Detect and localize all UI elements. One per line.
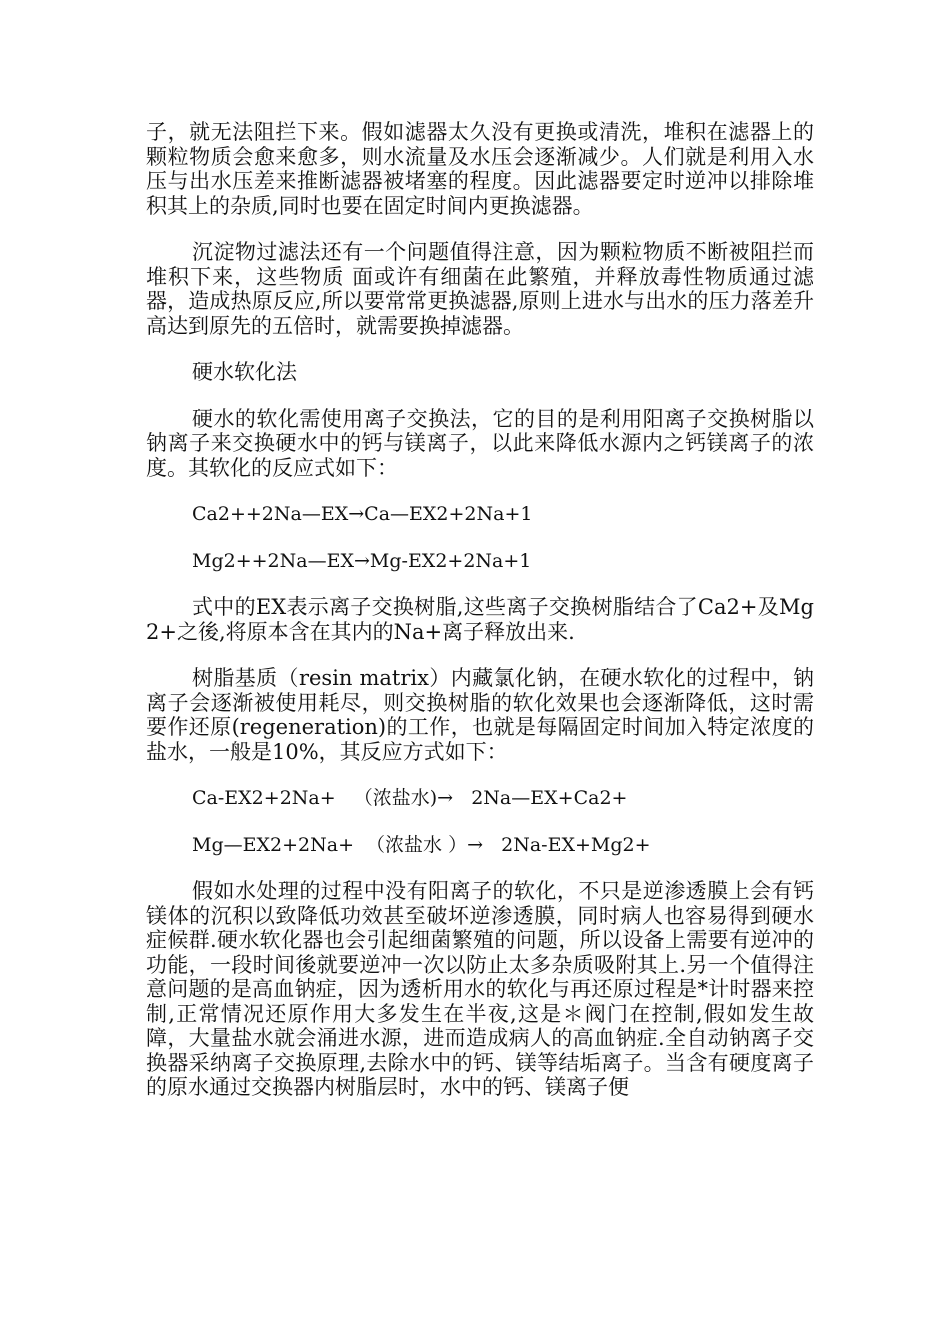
paragraph-sediment-filtration: 沉淀物过滤法还有一个问题值得注意，因为颗粒物质不断被阻拦而堆积下来，这些物质 面或许有细菌在此繁殖，并释放毒性物质通过滤器，造成热原反应,所以要常常更换滤器,原则上进水与出水的压力落差升高达到原先的五倍时，就需要换掉滤器。	[146, 240, 814, 338]
paragraph-ion-exchange: 硬水的软化需使用离子交换法，它的目的是利用阳离子交换树脂以钠离子来交换硬水中的钙与镁离子，以此来降低水源内之钙镁离子的浓度。其软化的反应式如下：	[146, 406, 814, 480]
formula-magnesium-exchange: Mg2++2Na—EX→Mg-EX2+2Na+1	[192, 549, 532, 572]
document-page	[146, 120, 814, 1122]
formula-calcium-regeneration: Ca-EX2+2Na+ （浓盐水)→ 2Na—EX+Ca2+	[192, 787, 628, 809]
formula-magnesium-regeneration: Mg—EX2+2Na+ （浓盐水 ）→ 2Na-EX+Mg2+	[192, 833, 651, 856]
paragraph-ex-explanation: 式中的EX表示离子交换树脂,这些离子交换树脂结合了Ca2+及Mg2+之後,将原本含在其内的Na+离子释放出来.	[146, 595, 814, 644]
paragraph-softener-risks: 假如水处理的过程中没有阳离子的软化，不只是逆渗透膜上会有钙镁体的沉积以致降低功效甚至破坏逆渗透膜，同时病人也容易得到硬水症候群.硬水软化器也会引起细菌繁殖的问题，所以设备上需要有逆冲的功能，一段时间後就要逆冲一次以防止太多杂质吸附其上.另一个值得注意问题的是高血钠症，因为透析用水的软化与再还原过程是*计时器来控制,正常情况还原作用大多发生在半夜,这是＊阀门在控制,假如发生故障，大量盐水就会涌进水源，进而造成病人的高血钠症.全自动钠离子交换器采纳离子交换原理,去除水中的钙、镁等结垢离子。当含有硬度离子的原水通过交换器内树脂层时，水中的钙、镁离子便	[146, 879, 814, 1099]
section-heading-water-softening: 硬水软化法	[192, 360, 297, 384]
paragraph-filter-replacement: 子，就无法阻拦下来。假如滤器太久没有更换或清洗，堆积在滤器上的颗粒物质会愈来愈多，则水流量及水压会逐渐减少。人们就是利用入水压与出水压差来推断滤器被堵塞的程度。因此滤器要定时逆冲以排除堆积其上的杂质,同时也要在固定时间内更换滤器。	[146, 120, 814, 218]
paragraph-resin-regeneration: 树脂基质（resin matrix）内藏氯化钠，在硬水软化的过程中，钠离子会逐渐被使用耗尽，则交换树脂的软化效果也会逐渐降低，这时需要作还原(regeneration)的工作，也就是每隔固定时间加入特定浓度的盐水，一般是10%，其反应方式如下：	[146, 666, 814, 764]
formula-calcium-exchange: Ca2++2Na—EX→Ca—EX2+2Na+1	[192, 503, 533, 525]
